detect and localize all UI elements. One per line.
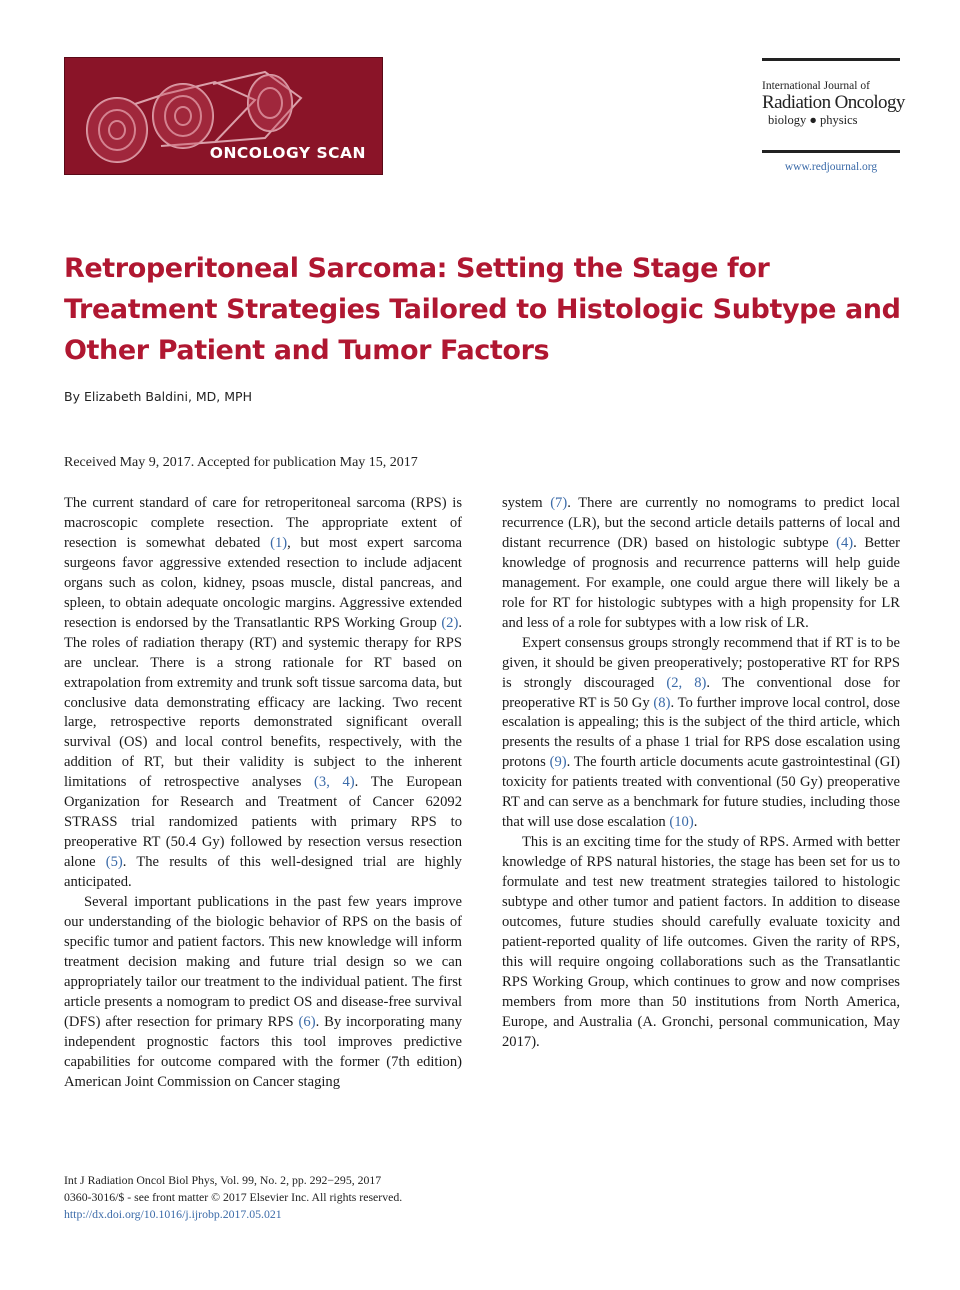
reference-link[interactable]: (3, 4)	[314, 774, 355, 791]
reference-link[interactable]: (9)	[549, 754, 567, 771]
oncology-scan-banner	[64, 57, 383, 175]
journal-name-line2: Radiation Oncology	[762, 92, 905, 113]
journal-name-line3: biology ● physics	[768, 113, 858, 127]
reference-link[interactable]: (7)	[550, 495, 568, 511]
reference-link[interactable]: (5)	[105, 854, 123, 871]
paragraph: The current standard of care for retroperitoneal sarcoma (RPS) is macroscopic complete resection. The appropriate extent of resection is somewhat debated (1), but most expert sarcoma surgeons favor aggressive extended resection to include adjacent organs such as colon, kidney, psoas muscle, distal pancreas, and spleen, to obtain adequate oncologic margins. Aggressive extended resection is endorsed by the Transatlantic RPS Working Group (2). The roles of radiation therapy (RT) and systemic therapy for RPS are unclear. There is a strong rationale for RT based on extrapolation from extremity and trunk soft tissue sarcoma data, but conclusive data demonstrating efficacy are lacking. Two recent large, retrospective reports demonstrated significant overall survival (OS) and local control benefits, respectively, with the addition of RT, but their validity is subject to the inherent limitations of retrospective analyses (3, 4). The European Organization for Research and Treatment of Cancer 62092 STRASS trial randomized patients with primary RPS to preoperative RT (50.4 Gy) followed by resection versus resection alone (5). The results of this well-designed trial are highly anticipated.	[64, 495, 462, 891]
reference-link[interactable]: (10)	[669, 814, 694, 831]
reference-link[interactable]: (6)	[298, 1013, 316, 1030]
right-column	[502, 494, 900, 1053]
article-author: By Elizabeth Baldini, MD, MPH	[64, 389, 252, 404]
citation-line: Int J Radiation Oncol Biol Phys, Vol. 99, No. 2, pp. 292−295, 2017	[64, 1173, 382, 1187]
article-title: Retroperitoneal Sarcoma: Setting the Stage for Treatment Strategies Tailored to Histologic Subtype and Other Patient and Tumor Factors	[64, 253, 901, 366]
copyright-line: 0360-3016/$ - see front matter © 2017 Elsevier Inc. All rights reserved.	[64, 1190, 403, 1204]
reference-link[interactable]: (2)	[441, 614, 459, 631]
doi-link[interactable]: http://dx.doi.org/10.1016/j.ijrobp.2017.05.021	[64, 1207, 282, 1221]
journal-top-rule	[762, 58, 900, 61]
paragraph: system (7). There are currently no nomograms to predict local recurrence (LR), but the second article details patterns of local and distant recurrence (DR) based on histologic subtype (4). Better knowledge of prognosis and recurrence patterns will help guide management. For example, one could argue there will likely be a role for RT for histologic subtypes with a high propensity for LR and less of a role for subtypes with a low risk of LR.	[502, 495, 900, 631]
left-column	[64, 494, 462, 1093]
article-footer	[64, 1172, 484, 1223]
reference-link[interactable]: (4)	[836, 534, 854, 551]
journal-url-link[interactable]: www.redjournal.org	[784, 161, 878, 173]
paragraph: Several important publications in the past few years improve our understanding of the biologic behavior of RPS on the basis of specific tumor and patient factors. This new knowledge will inform treatment decision making and future trial design so we can appropriately tailor our treatment to the individual patient. The first article presents a nomogram to predict OS and disease-free survival (DFS) after resection for primary RPS (6). By incorporating many independent prognostic factors this tool improves predictive capabilities for outcome compared with the former (7th edition) American Joint Commission on Cancer staging	[64, 894, 463, 1090]
paragraph: Expert consensus groups strongly recommend that if RT is to be given, it should be given preoperatively; postoperative RT for RPS is strongly discouraged (2, 8). The conventional dose for preoperative RT is 50 Gy (8). To further improve local control, dose escalation is appealing; this is the subject of the third article, which presents the results of a phase 1 trial for RPS dose escalation using protons (9). The fourth article documents acute gastrointestinal (GI) toxicity for patients treated with conventional (50 Gy) preoperative RT and can serve as a benchmark for future studies, including those that will use dose escalation (10).	[502, 634, 901, 831]
article-dates: Received May 9, 2017. Accepted for publication May 15, 2017	[64, 455, 418, 470]
journal-logo	[762, 80, 907, 128]
journal-bottom-rule	[762, 150, 900, 153]
reference-link[interactable]: (2, 8)	[666, 674, 707, 691]
journal-name-line1: International Journal of	[762, 80, 870, 92]
banner-label: ONCOLOGY SCAN	[209, 144, 366, 162]
reference-link[interactable]: (8)	[653, 694, 671, 711]
reference-link[interactable]: (1)	[270, 534, 288, 551]
paragraph: This is an exciting time for the study of RPS. Armed with better knowledge of RPS natural histories, the stage has been set for us to formulate and test new treatment strategies tailored to histologic subtype and other tumor and patient factors. In addition to disease outcomes, future studies should carefully evaluate toxicity and patient-reported quality of life outcomes. Given the rarity of RPS, this will require ongoing collaborations such as the Transatlantic RPS Working Group, which continues to grow and now comprises members from more than 50 institutions from North America, Europe, and Australia (A. Gronchi, personal communication, May 2017).	[502, 834, 900, 1050]
